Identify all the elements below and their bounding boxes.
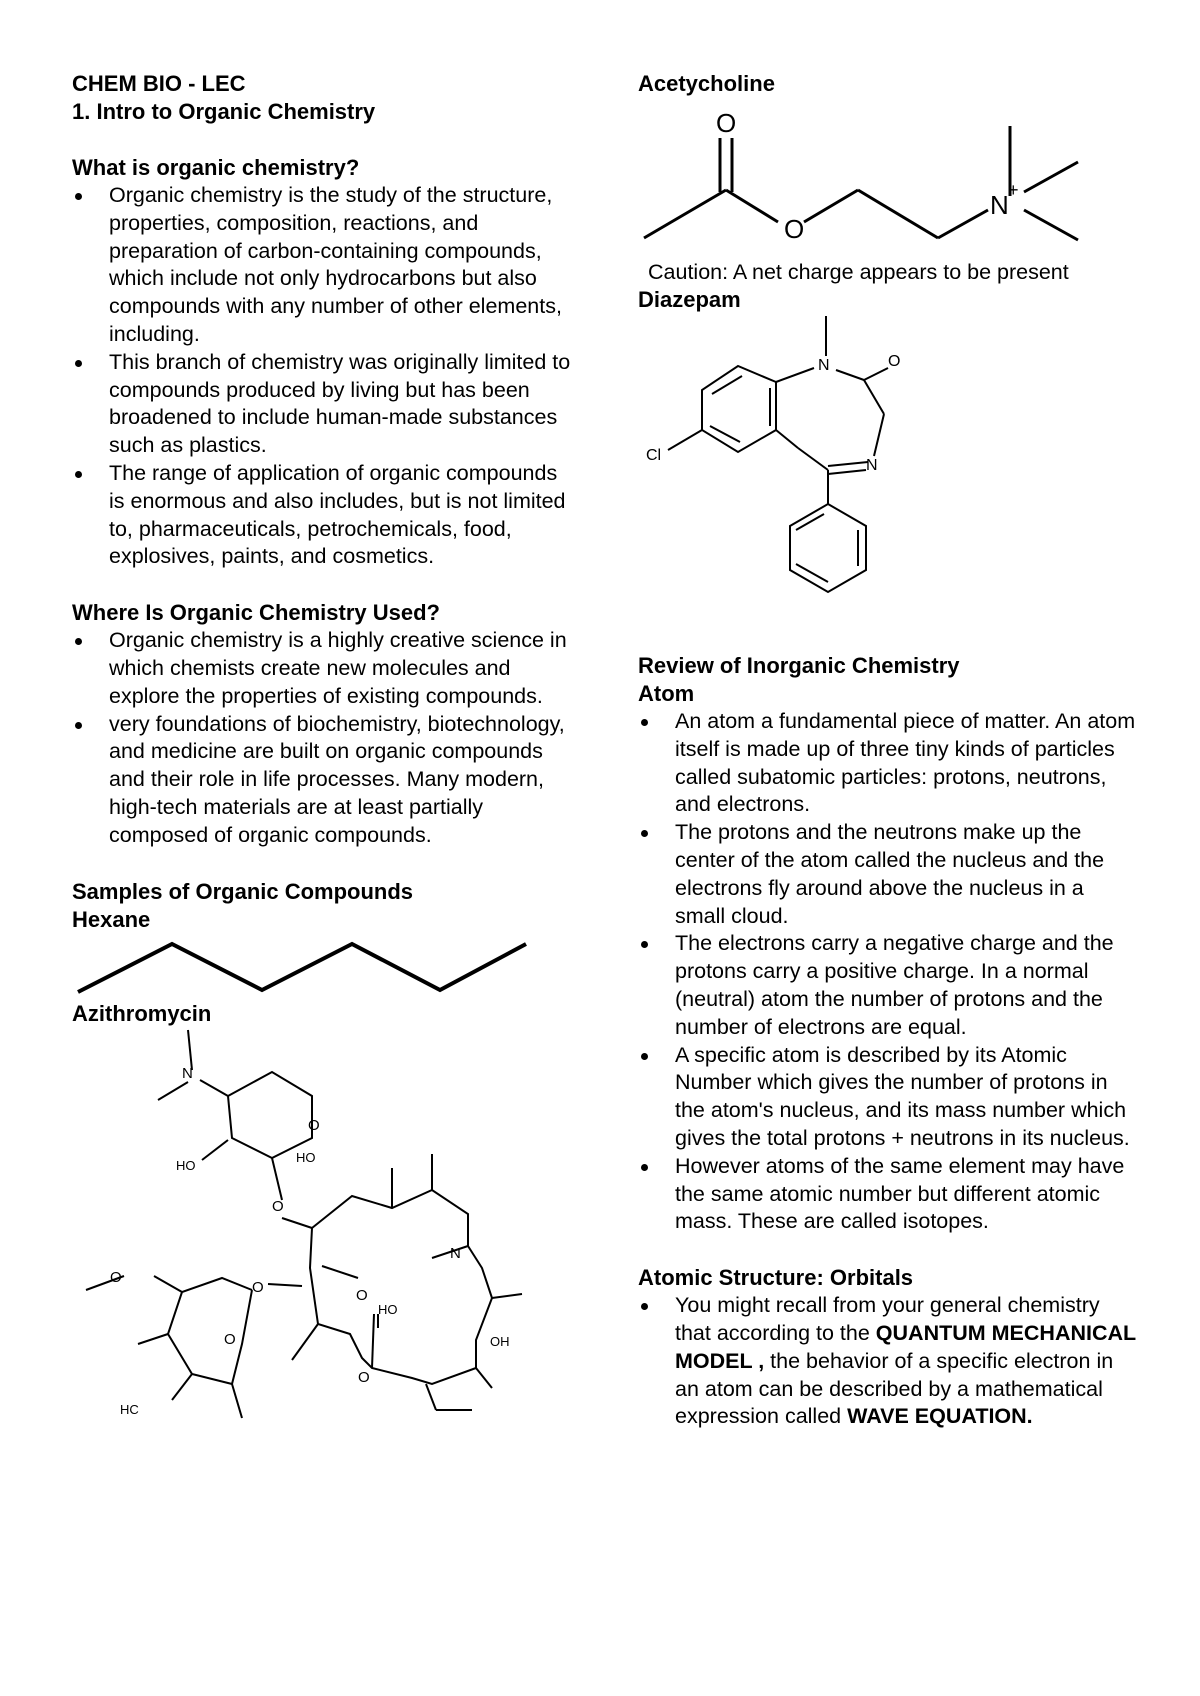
list-item: very foundations of biochemistry, biotechnology, and medicine are built on organic compounds and their role in life processes. Many modern, high-tech materials are at least partially composed of organic compounds. (72, 711, 572, 850)
diazepam-n4: N (866, 457, 878, 474)
list-item: This branch of chemistry was originally limited to compounds produced by living but has been broadened to include human-made substances such as plastics. (72, 349, 572, 460)
left-column (72, 70, 572, 1448)
course-title: CHEM BIO - LEC (72, 71, 246, 96)
diazepam-structure (638, 314, 1138, 626)
where-heading: Where Is Organic Chemistry Used? (72, 600, 440, 626)
review-heading: Review of Inorganic Chemistry (638, 653, 960, 678)
hexane-structure (72, 934, 572, 1000)
orbitals-list (638, 1292, 1138, 1431)
list-item: An atom a fundamental piece of matter. An atom itself is made up of three tiny kinds of particles called subatomic particles: protons, neutrons, and electrons. (638, 708, 1138, 819)
acetylcholine-charge: + (1008, 180, 1019, 200)
azi-o-label: O (252, 1278, 264, 1296)
orbitals-text-1: You might recall from your general chemistry that according to the (675, 1293, 1100, 1345)
right-column (638, 70, 1138, 1431)
atom-heading: Atom (638, 681, 695, 706)
list-item: However atoms of the same element may have the same atomic number but different atomic mass. These are called isotopes. (638, 1153, 1138, 1236)
wave-equation-term: WAVE EQUATION. (847, 1404, 1033, 1429)
list-item: A specific atom is described by its Atomic Number which gives the number of protons in the atom's nucleus, and its mass number which gives the total protons + neutrons in its nucleus. (638, 1042, 1138, 1153)
list-item: The electrons carry a negative charge and the protons carry a positive charge. In a normal (neutral) atom the number of protons and the number of electrons are equal. (638, 930, 1138, 1041)
acetylcholine-structure (638, 98, 1138, 258)
azi-o-label: O (356, 1286, 368, 1304)
what-heading: What is organic chemistry? (72, 155, 360, 180)
azi-ho-label: HO (296, 1149, 316, 1165)
acetylcholine-title: Acetycholine (638, 71, 775, 96)
azi-o-label: O (224, 1330, 236, 1348)
azi-o-label: O (110, 1268, 122, 1286)
lesson-title: 1. Intro to Organic Chemistry (72, 99, 376, 124)
orbitals-text-2: the behavior of a specific electron in an atom can be described by a mathematical expression called (675, 1348, 1114, 1429)
azithromycin-structure (72, 1028, 572, 1448)
azi-ho-label: HO (176, 1157, 196, 1173)
list-item (638, 1292, 1138, 1431)
diazepam-title: Diazepam (638, 287, 741, 312)
azi-o-label: O (358, 1368, 370, 1386)
where-list (72, 627, 572, 849)
diazepam-cl: Cl (646, 447, 662, 464)
azi-n-label: N (450, 1244, 461, 1262)
azi-ho-label: HO (378, 1301, 398, 1317)
azi-o-label: O (308, 1116, 320, 1134)
orbitals-heading: Atomic Structure: Orbitals (638, 1265, 914, 1291)
azi-o-label: O (272, 1197, 284, 1215)
azi-hc-label: HC (120, 1401, 139, 1417)
azi-oh-label: OH (490, 1333, 510, 1349)
diazepam-o: O (888, 353, 901, 370)
diazepam-n1: N (818, 357, 830, 374)
list-item: Organic chemistry is the study of the structure, properties, composition, reactions, and preparation of carbon-containing compounds, which include not only hydrocarbons but also compounds with any number of other elements, including. (72, 182, 572, 349)
samples-heading: Samples of Organic Compounds (72, 878, 414, 904)
atom-list (638, 708, 1138, 1236)
what-list (72, 182, 572, 571)
hexane-title: Hexane (72, 906, 151, 932)
acetylcholine-n: N (990, 190, 1009, 220)
azithromycin-title: Azithromycin (72, 1000, 212, 1026)
acetylcholine-carbonyl-o: O (716, 108, 737, 138)
azi-n-label: N (182, 1064, 193, 1082)
quantum-model-term: QUANTUM MECHANICAL MODEL , (675, 1320, 1136, 1373)
list-item: The protons and the neutrons make up the center of the atom called the nucleus and the electrons fly around above the nucleus in a small cloud. (638, 819, 1138, 930)
list-item: The range of application of organic compounds is enormous and also includes, but is not limited to, pharmaceuticals, petrochemicals, food, explosives, paints, and cosmetics. (72, 460, 572, 571)
acetylcholine-caption: Caution: A net charge appears to be present (648, 260, 1069, 284)
acetylcholine-ester-o: O (784, 214, 805, 244)
list-item: Organic chemistry is a highly creative science in which chemists create new molecules and explore the properties of existing compounds. (72, 627, 572, 710)
